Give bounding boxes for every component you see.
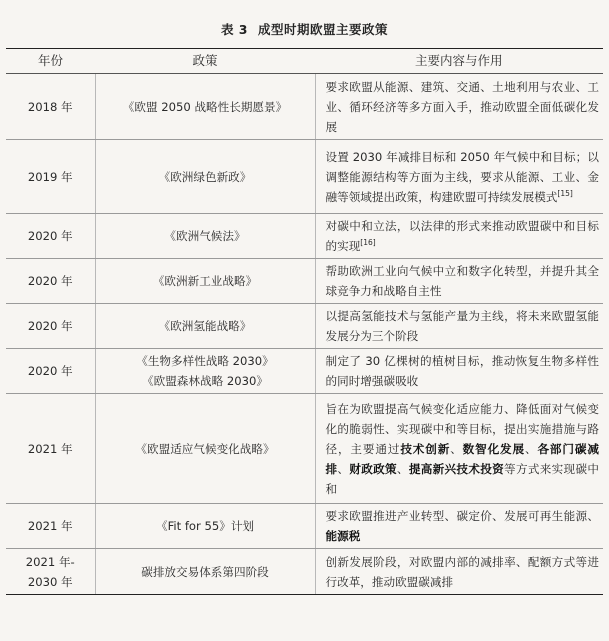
cell-year	[6, 140, 95, 214]
cell-content	[315, 304, 603, 349]
table-body	[6, 74, 603, 595]
table-caption	[0, 20, 609, 38]
cell-year	[6, 549, 95, 595]
policy-name: 《欧盟 2050 战略性长期愿景》	[122, 99, 288, 114]
cell-content	[315, 259, 603, 304]
cell-year	[6, 504, 95, 549]
cell-content	[315, 394, 603, 504]
table-title: 成型时期欧盟主要政策	[258, 22, 389, 37]
emphasis-text: 财政政策	[349, 461, 397, 476]
table-row	[6, 504, 603, 549]
emphasis-text: 技术创新	[400, 441, 451, 456]
cell-year	[6, 304, 95, 349]
content-text: 、	[450, 441, 463, 456]
year-text: 2021 年	[27, 519, 73, 533]
policy-name: 《欧盟森林战略 2030》	[142, 374, 268, 388]
policy-name: 《欧洲新工业战略》	[152, 274, 258, 288]
year-text: 2020 年	[27, 364, 73, 378]
year-text: 2018 年	[27, 99, 73, 114]
cell-year	[6, 74, 95, 140]
content-text: 要求欧盟从能源、建筑、交通、土地利用与农业、工业、循环经济等多方面入手，推动欧盟全面低碳化发展	[325, 79, 599, 134]
content-text: 创新发展阶段，对欧盟内部的减排率、配额方式等进行改革，推动欧盟碳减排	[325, 554, 599, 589]
cell-policy	[95, 349, 315, 394]
cell-policy	[95, 549, 315, 595]
policy-name: 《欧洲气候法》	[164, 229, 246, 243]
table-header-row	[6, 49, 603, 74]
citation-ref: [16]	[360, 238, 376, 247]
content-text: 旨在为欧盟提高气候变化适应能力、降低面对气候变化的脆弱性、实现碳中和等目标，提出实施措施与路径，主要通过	[325, 401, 599, 456]
table-row	[6, 549, 603, 595]
header-year: 年份	[6, 49, 95, 74]
policy-table	[6, 48, 603, 595]
table-row	[6, 394, 603, 504]
content-text: 等方式来实现碳中和	[325, 461, 599, 496]
cell-content	[315, 349, 603, 394]
year-text: 2020 年	[27, 274, 73, 288]
table-row	[6, 74, 603, 140]
header-policy: 政策	[95, 49, 315, 74]
emphasis-text: 数智化发展	[462, 441, 525, 456]
emphasis-text: 能源税	[325, 529, 361, 543]
content-text: 、	[396, 461, 409, 476]
year-text: 2021 年-	[25, 554, 75, 569]
content-text: 对碳中和立法，以法律的形式来推动欧盟碳中和目标的实现	[325, 219, 599, 253]
cell-policy	[95, 259, 315, 304]
cell-content	[315, 504, 603, 549]
citation-ref: [15]	[557, 188, 573, 198]
content-text: 帮助欧洲工业向气候中立和数字化转型，并提升其全球竞争力和战略自主性	[325, 264, 599, 298]
table-row	[6, 214, 603, 259]
content-text: 制定了 30 亿棵树的植树目标，推动恢复生物多样性的同时增强碳吸收	[325, 354, 599, 388]
policy-name: 《Fit for 55》计划	[155, 519, 255, 533]
table-row	[6, 140, 603, 214]
cell-content	[315, 214, 603, 259]
policy-name: 《欧盟适应气候变化战略》	[135, 441, 275, 456]
cell-content	[315, 140, 603, 214]
table-row	[6, 349, 603, 394]
cell-policy	[95, 140, 315, 214]
cell-content	[315, 74, 603, 140]
year-text: 2020 年	[27, 229, 73, 243]
cell-year	[6, 349, 95, 394]
year-text: 2020 年	[27, 319, 73, 333]
policy-name: 《生物多样性战略 2030》	[136, 354, 274, 368]
table-row	[6, 259, 603, 304]
cell-policy	[95, 504, 315, 549]
cell-year	[6, 394, 95, 504]
cell-content	[315, 549, 603, 595]
year-text: 2030 年	[27, 574, 73, 589]
cell-policy	[95, 74, 315, 140]
header-content: 主要内容与作用	[315, 49, 603, 74]
content-text: 以提高氢能技术与氢能产量为主线，将未来欧盟氢能发展分为三个阶段	[325, 309, 599, 343]
cell-year	[6, 259, 95, 304]
policy-table-container	[6, 48, 603, 595]
cell-policy	[95, 214, 315, 259]
year-text: 2021 年	[27, 441, 73, 456]
emphasis-text: 各部门碳减排	[325, 441, 599, 476]
content-text: 要求欧盟推进产业转型、碳定价、发展可再生能源、	[325, 509, 599, 523]
cell-policy	[95, 304, 315, 349]
cell-policy	[95, 394, 315, 504]
table-number: 表 3	[220, 22, 249, 37]
content-text: 、	[525, 441, 538, 456]
policy-name: 碳排放交易体系第四阶段	[141, 564, 269, 579]
emphasis-text: 提高新兴技术投资	[408, 461, 505, 476]
policy-name: 《欧洲氢能战略》	[158, 319, 252, 333]
policy-name: 《欧洲绿色新政》	[158, 169, 252, 184]
content-text: 、	[337, 461, 350, 476]
year-text: 2019 年	[27, 169, 73, 184]
cell-year	[6, 214, 95, 259]
table-row	[6, 304, 603, 349]
content-text: 设置 2030 年减排目标和 2050 年气候中和目标；以调整能源结构等方面为主线，要求从能源、工业、金融等领域提出政策，构建欧盟可持续发展模式	[325, 149, 599, 204]
